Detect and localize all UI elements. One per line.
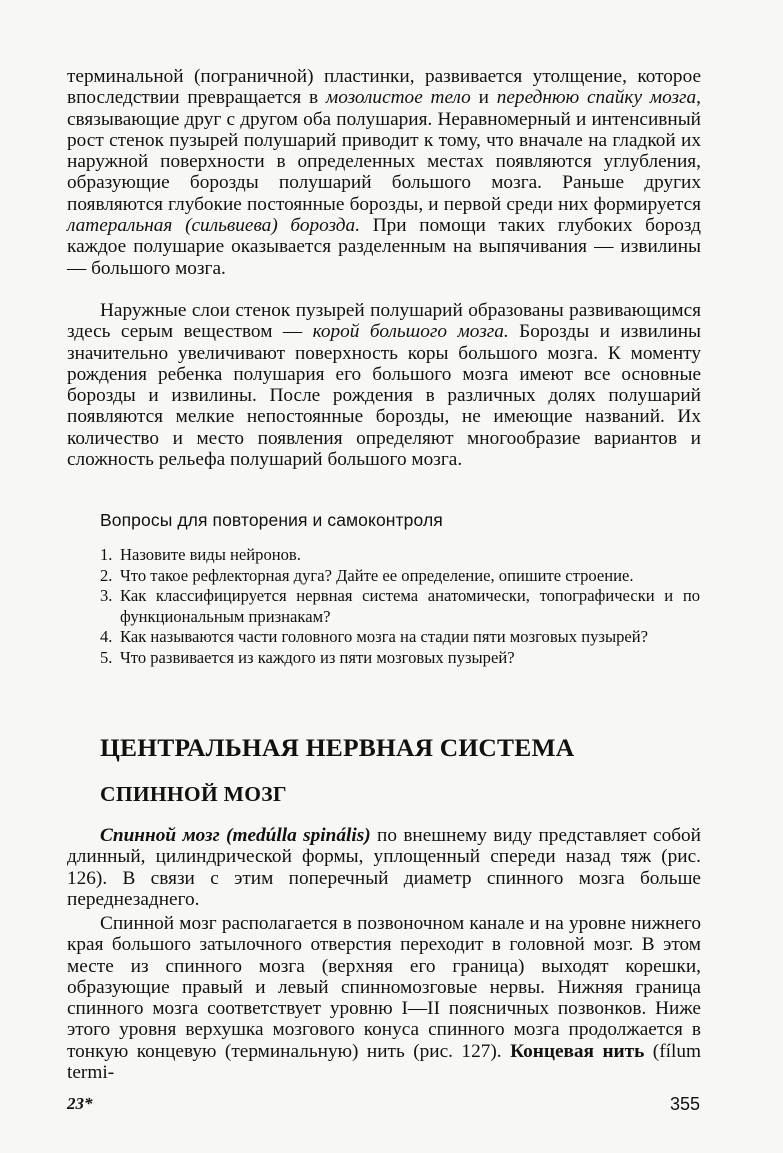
page-number: 355 <box>669 1094 700 1114</box>
question-number: 5. <box>100 647 113 667</box>
question-item <box>100 566 700 587</box>
text-run: (fílum termi- <box>67 1040 702 1084</box>
question-text: Как классифицируется нервная система анатомически, топографически и по функциональным признакам? <box>120 586 700 626</box>
question-item <box>100 648 700 669</box>
term-spinal-cord: Спинной мозг (medúlla spinális) <box>100 825 371 846</box>
subsection-heading: СПИННОЙ МОЗГ <box>100 782 287 806</box>
review-questions-list <box>100 545 700 668</box>
term-filum-terminale: Концевая нить <box>510 1040 645 1062</box>
paragraph-cortex-development <box>67 300 701 470</box>
term-cerebral-cortex: корой большого мозга. <box>312 321 509 343</box>
review-questions-heading: Вопросы для повторения и самоконтроля <box>100 510 443 530</box>
text-run: терминальной (пограничной) пластинки, развивается утолщение, которое впоследствии превращается в <box>67 66 701 109</box>
paragraph-spinal-cord-shape <box>67 825 701 910</box>
question-item <box>100 627 700 648</box>
question-number: 3. <box>100 586 113 605</box>
question-text: Что такое рефлекторная дуга? Дайте ее определение, опишите строение. <box>120 565 634 585</box>
question-item <box>100 545 700 566</box>
text-run: При помощи таких глубоких борозд каждое полушарие оказывается разделенным на выпячивания — извилины — большого мозга. <box>67 215 701 279</box>
section-heading: ЦЕНТРАЛЬНАЯ НЕРВНАЯ СИСТЕМА <box>100 733 575 762</box>
text-run: Наружные слои стенок пузырей полушарий образованы развивающимся здесь серым веществом — <box>67 300 701 343</box>
term-corpus-callosum: мозолистое тело <box>325 87 471 109</box>
text-run: , связывающие друг с другом оба полушария. Неравномерный и интенсивный рост стенок пузырей полушарий приводит к тому, что вначале на гладкой их наружной поверхности в определенных местах появляются углубления, образующие борозды полушарий большого мозга. Раньше других появляются глубокие постоянные борозды, и первой среди них формируется <box>67 87 701 215</box>
question-item <box>100 586 700 627</box>
question-number: 1. <box>100 545 113 564</box>
question-text: Назовите виды нейронов. <box>120 545 301 564</box>
text-run: и <box>470 87 497 109</box>
paragraph-telencephalon-development <box>67 66 701 279</box>
text-run: Спинной мозг располагается в позвоночном канале и на уровне нижнего края большого затылочного отверстия переходит в головной мозг. В этом месте из спинного мозга (верхняя его граница) выходят корешки, образующие правый и левый спинномозговые нервы. Нижняя граница спинного мозга соответствует уровню I—II поясничных позвонков. Ниже этого уровня верхушка мозгового конуса спинного мозга продолжается в тонкую концевую (терминальную) нить (рис. 127). <box>67 913 701 1062</box>
question-number: 4. <box>100 627 113 646</box>
question-text: Как называются части головного мозга на стадии пяти мозговых пузырей? <box>120 627 649 646</box>
term-lateral-sulcus: латеральная (сильвиева) борозда. <box>67 215 361 237</box>
text-run: по внешнему виду представляет собой длинный, цилиндрической формы, уплощенный спереди назад тяж (рис. 126). В связи с этим поперечный диаметр спинного мозга больше переднезаднего. <box>67 825 701 910</box>
question-text: Что развивается из каждого из пяти мозговых пузырей? <box>120 647 515 667</box>
paragraph-spinal-cord-position <box>67 913 701 1083</box>
text-run: Борозды и извилины значительно увеличивают поверхность коры большого мозга. К моменту рождения ребенка полушария его большого мозга имеют все основные борозды и извилины. После рождения в различных долях полушарий появляются мелкие непостоянные борозды, не имеющие названий. Их количество и место появления определяют многообразие вариантов и сложность рельефа полушарий большого мозга. <box>67 321 701 471</box>
question-number: 2. <box>100 565 113 585</box>
term-anterior-commissure: переднюю спайку мозга <box>496 87 697 109</box>
signature-mark: 23* <box>67 1094 93 1113</box>
